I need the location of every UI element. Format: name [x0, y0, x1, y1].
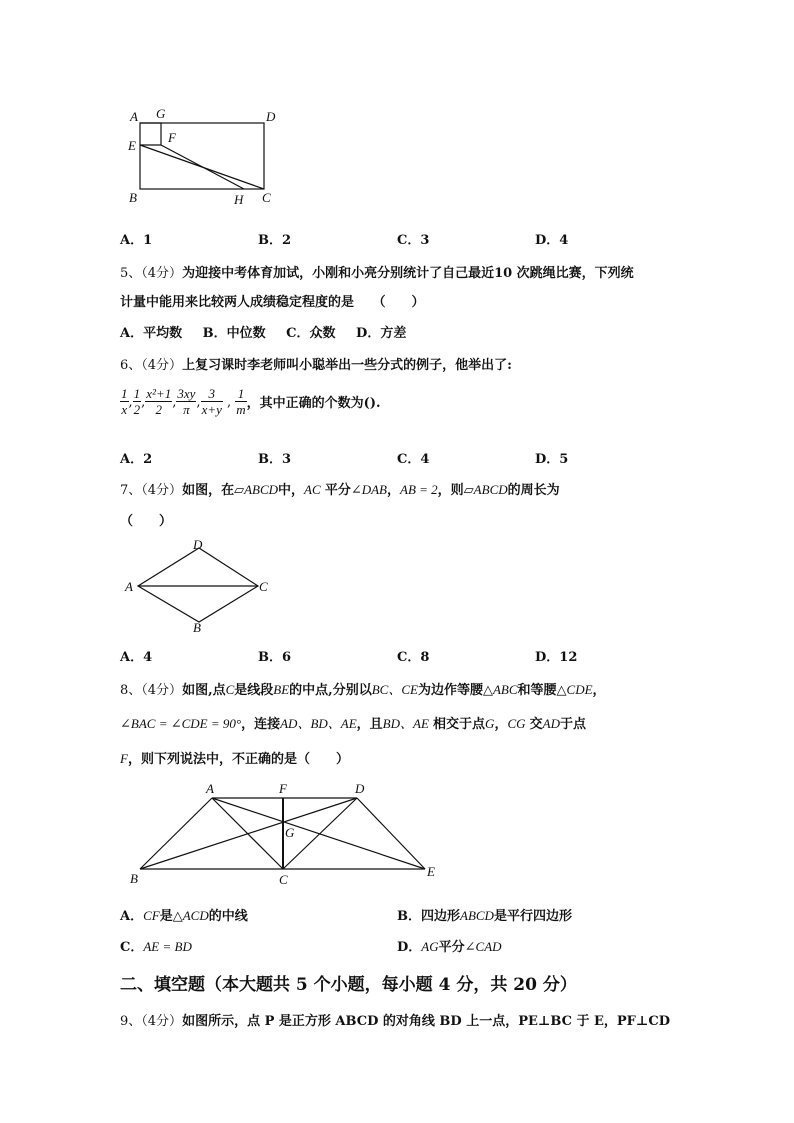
fraction-2: $\frac{1}{2}$ [133, 386, 141, 417]
q8-math-f: F [120, 751, 128, 766]
q6-option-a[interactable]: A．2 [120, 452, 153, 467]
label-f: F [279, 781, 287, 796]
q8-points: （4分） [141, 683, 183, 698]
segment-bd [140, 798, 357, 869]
q6-option-b[interactable]: B．3 [258, 452, 292, 467]
q5-option-a[interactable]: A．平均数 [120, 326, 183, 341]
q9-stem: 如图所示，点 P 是正方形 ABCD 的对角线 BD 上一点，PE⊥BC 于 E，PF⊥CD [182, 1014, 670, 1029]
q8-math-bd-ae: BD、AE [382, 716, 429, 731]
q8-text-2: 是线段 [234, 683, 274, 698]
q9-line-1 [120, 1010, 670, 1029]
q6-line-1 [120, 354, 512, 373]
q8-math-segments: AD、BD、AE [280, 716, 357, 731]
small-square [140, 123, 161, 145]
q8-text-13: ，则下列说法中，不正确的是（ ） [127, 752, 349, 767]
q8-option-a[interactable]: A．CF是△ACD的中线 [120, 908, 248, 924]
q5-stem-2: 计量中能用来比较两人成绩稳定程度的是 [120, 295, 355, 310]
q7-option-b[interactable]: B．6 [258, 650, 292, 665]
q7-text-2: 中， [278, 483, 305, 498]
label-b: B [129, 190, 137, 205]
q5-option-d[interactable]: D．方差 [356, 326, 407, 341]
section-title: 二、填空题（本大题共 5 个小题，每小题 4 分，共 20 分） [120, 975, 577, 995]
q5-line-1 [120, 262, 634, 281]
label-d: D [355, 781, 365, 796]
fraction-6: $\frac{1}{m}$ [236, 386, 246, 417]
q6-fraction-list: $\frac{1}{x}$ , $\frac{1}{2}$ , $\frac{\text{x²+1}}{2}$ , $\frac{3xy}{\pi}$ , $\frac{3}{x+y}$ , $\frac{1}{m}$ ，其中正确的个数为(). [121, 386, 381, 417]
q5-option-b[interactable]: B．中位数 [202, 326, 266, 341]
q7-math-4: AB = 2 [400, 482, 438, 497]
q8-text-5: 和等腰 [517, 683, 557, 698]
rhombus-abcd [138, 548, 258, 622]
label-b: B [193, 620, 201, 635]
q7-option-a[interactable]: A．4 [120, 650, 153, 665]
q6-option-d[interactable]: D．5 [535, 452, 569, 467]
q4-figure [120, 104, 290, 212]
q8-text-9: 相交于点 [433, 717, 486, 732]
q8-text-8: ，且 [356, 717, 383, 732]
q5-options [120, 322, 406, 341]
label-h: H [234, 192, 244, 207]
q7-text-3: 平分 [324, 483, 351, 498]
q8-math-5: △CDE [556, 682, 593, 697]
q8-line-1 [120, 679, 606, 698]
q7-text-1: 如图，在 [182, 483, 235, 498]
q6-points: （4分） [141, 358, 183, 373]
q8-figure [120, 779, 450, 889]
q8-math-2: BE [273, 682, 290, 697]
label-a: A [130, 109, 138, 124]
q5-number: 5、 [120, 266, 142, 281]
q8-text-10: ， [494, 717, 508, 732]
q8-option-b[interactable]: B．四边形ABCD是平行四边形 [397, 908, 572, 924]
q4-option-a[interactable]: A．1 [120, 233, 153, 248]
q8-math-3: BC、CE [371, 682, 418, 697]
q7-option-c[interactable]: C．8 [397, 650, 430, 665]
label-e: E [128, 138, 136, 153]
q9-number: 9、 [120, 1014, 142, 1029]
q8-math-g: G [485, 716, 495, 731]
q8-math-angles: ∠BAC = ∠CDE = 90° [120, 716, 242, 731]
q7-text-5: ，则 [437, 483, 464, 498]
label-g: G [156, 106, 166, 121]
q7-option-d[interactable]: D．12 [535, 650, 578, 665]
q5-points: （4分） [141, 266, 183, 281]
fraction-5: $\frac{3}{x+y}$ [201, 386, 222, 417]
q8-math-ad: AD [542, 716, 561, 731]
segment-ae [212, 798, 425, 869]
q8-text-3: 的中点,分别以 [289, 683, 372, 698]
q7-text-4: ， [387, 483, 401, 498]
segment-ab [140, 798, 212, 869]
q8-line-2 [120, 713, 586, 732]
q8-text-12: 于点 [560, 717, 587, 732]
q7-figure [120, 536, 280, 636]
q8-math-cg: CG [507, 716, 526, 731]
label-g: G [285, 825, 295, 840]
q7-line-1 [120, 479, 560, 498]
label-a: A [125, 579, 133, 594]
label-e: E [427, 864, 435, 879]
label-c: C [262, 190, 271, 205]
q5-line-2 [120, 291, 425, 310]
q8-number: 8、 [120, 683, 142, 698]
q4-option-b[interactable]: B．2 [258, 233, 292, 248]
fraction-3: $\frac{\text{x²+1}}{2}$ [146, 386, 172, 417]
segment-de [357, 798, 425, 869]
q6-stem: 上复习课时李老师叫小聪举出一些分式的例子，他举出了: [182, 358, 512, 373]
label-c: C [279, 872, 288, 887]
q9-points: （4分） [141, 1014, 183, 1029]
q8-math-1: C [225, 682, 235, 697]
q7-answer-paren: （ ） [120, 514, 173, 529]
q7-number: 7、 [120, 483, 142, 498]
q8-text-4: 为边作等腰 [417, 683, 483, 698]
q6-number: 6、 [120, 358, 142, 373]
q7-math-1: ▱ABCD [234, 482, 279, 497]
fraction-4: $\frac{3xy}{\pi}$ [177, 386, 196, 417]
label-b: B [130, 871, 138, 886]
q8-text-6: ， [592, 683, 606, 698]
label-c: C [259, 579, 268, 594]
q8-text-1: 如图,点 [182, 683, 226, 698]
q5-answer-paren: （ ） [372, 295, 425, 310]
fraction-1: $\frac{1}{x}$ [121, 386, 128, 417]
q7-math-5: ▱ABCD [463, 482, 508, 497]
rectangle-abcd [140, 123, 264, 189]
label-d: D [266, 109, 276, 124]
q8-line-3 [120, 748, 349, 767]
q4-option-d[interactable]: D．4 [535, 233, 569, 248]
label-d: D [193, 537, 203, 552]
q8-option-c[interactable]: C．AE = BD [120, 939, 192, 955]
q8-text-11: 交 [529, 717, 543, 732]
q5-option-c[interactable]: C．众数 [286, 326, 336, 341]
q6-question-tail: ，其中正确的个数为(). [246, 396, 381, 411]
q7-math-2: AC [304, 482, 321, 497]
q7-math-3: ∠DAB [350, 482, 387, 497]
q8-math-4: △ABC [482, 682, 518, 697]
q4-option-c[interactable]: C．3 [397, 233, 430, 248]
q7-text-6: 的周长为 [507, 483, 560, 498]
q7-points: （4分） [141, 483, 183, 498]
segment-fh [161, 145, 244, 189]
label-a: A [206, 781, 214, 796]
q5-stem-1: 为迎接中考体育加试，小刚和小亮分别统计了自己最近10 次跳绳比赛，下列统 [182, 266, 634, 281]
q8-text-7: ，连接 [241, 717, 281, 732]
q6-option-c[interactable]: C．4 [397, 452, 430, 467]
label-f: F [168, 130, 176, 145]
q8-option-d[interactable]: D．AG平分∠CAD [397, 939, 502, 955]
